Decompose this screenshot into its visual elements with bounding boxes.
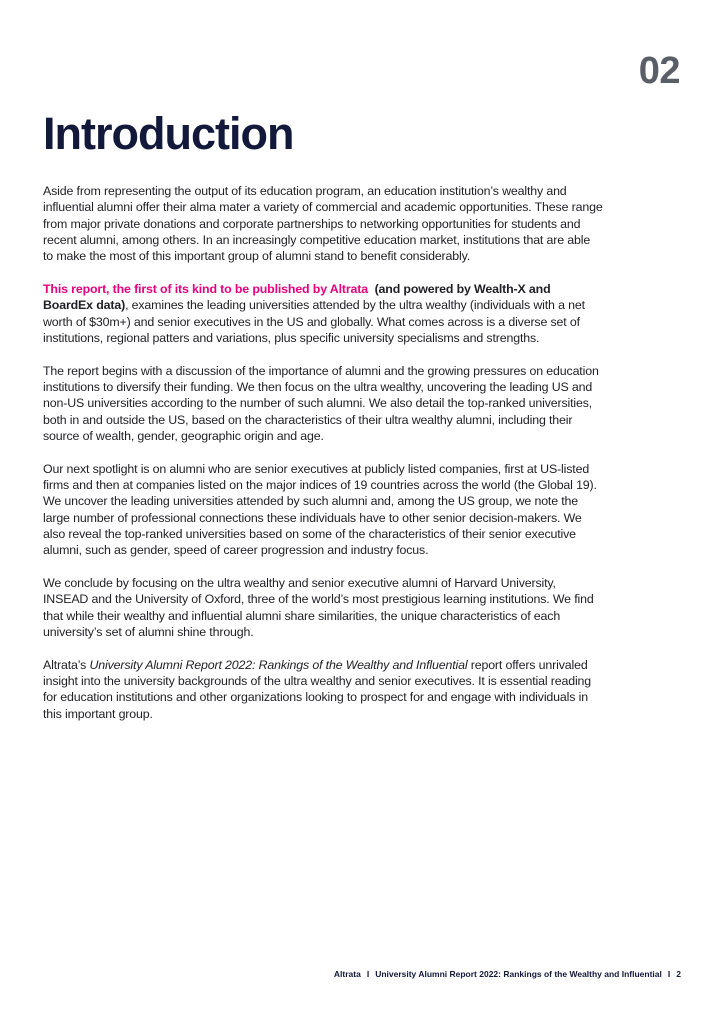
paragraph-4: Our next spotlight is on alumni who are senior executives at publicly listed companies, first at US-listed firms and then at companies listed on the major indices of 19 countries across the world (the Global 19). We uncover the leading universities attended by such alumni and, among the US group, we note the large number of professional connections these individuals have to other senior decision-makers. We also reveal the top-ranked universities based on some of the characteristics of their senior executive alumni, such as gender, speed of career progression and industry focus. [43,461,597,558]
report-highlight: This report, the first of its kind to be published by Altrata [43,281,368,296]
paragraph-5: We conclude by focusing on the ultra wealthy and senior executive alumni of Harvard University, INSEAD and the University of Oxford, three of the world’s most prestigious learning institutions. We find that while their wealthy and influential alumni share similarities, the unique characteristics of each university’s set of alumni shine through. [43,575,594,639]
footer-separator: I [366,969,370,979]
report-title-italic: University Alumni Report 2022: Rankings of the Wealthy and Influential [89,657,468,672]
page-title: Introduction [43,108,294,159]
paragraph-6-lead: Altrata’s [43,657,90,672]
paragraph-6 [43,657,603,722]
footer-separator: I [667,969,671,979]
powered-by-note: (and powered by Wealth-X and BoardEx data) [43,281,551,313]
footer-page-number: 2 [676,969,681,979]
footer [334,969,681,979]
paragraph-2 [43,281,603,346]
page-number: 02 [638,50,680,92]
paragraph-3: The report begins with a discussion of the importance of alumni and the growing pressures on education institutions to diversify their funding. We then focus on the ultra wealthy, uncovering the leading US and non-US universities according to the number of such alumni. We also detail the top-ranked universities, both in and outside the US, based on the characteristics of their ultra wealthy alumni, including their source of wealth, gender, geographic origin and age. [43,363,599,443]
paragraph-6-text: report offers unrivaled insight into the university backgrounds of the ultra wealthy and senior executives. It is essential reading for education institutions and other organizations looking to prospect for and engage with individuals in this important group. [43,657,592,721]
paragraph-2-text: , examines the leading universities attended by the ultra wealthy (individuals with a net worth of $30m+) and senior executives in the US and globally. What comes across is a diverse set of institutions, regional patters and variations, plus specific university specialisms and strengths. [43,298,585,345]
footer-brand: Altrata [333,969,361,979]
body-text [43,183,603,738]
paragraph-1: Aside from representing the output of its education program, an education institution’s wealthy and influential alumni offer their alma mater a variety of commercial and academic opportunities. These range from major private donations and corporate partnerships to networking opportunities for students and recent alumni, among others. In an increasingly competitive education market, institutions that are able to make the most of this important group of alumni stand to benefit considerably. [43,184,603,264]
footer-report-title: University Alumni Report 2022: Rankings of the Wealthy and Influential [375,969,662,979]
